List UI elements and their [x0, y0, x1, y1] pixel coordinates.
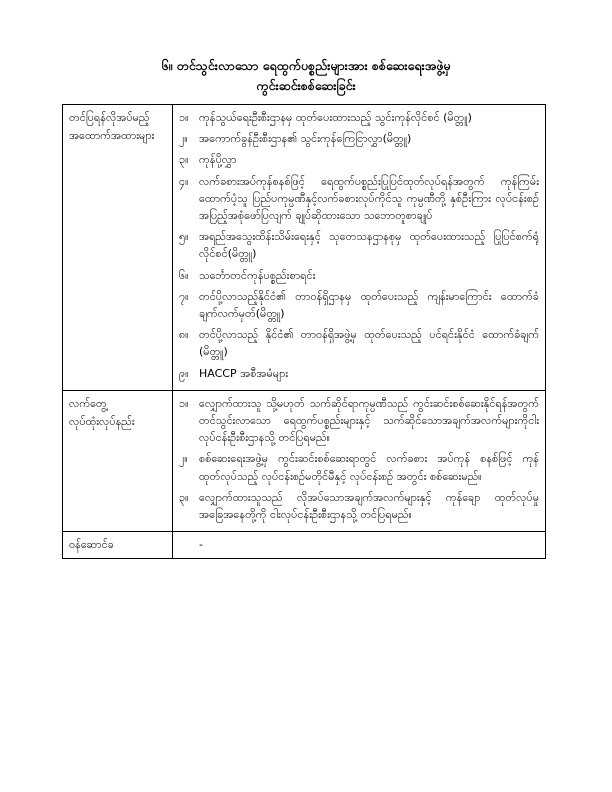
- list-item: [179, 228, 539, 262]
- list-item: [179, 130, 539, 147]
- list-item: [179, 151, 539, 168]
- item-text: စစ်ဆေးရေးအဖွဲ့မှ ကွင်းဆင်းစစ်ဆေးရာတွင် လက်ခစား အပ်ကုန် စနစ်ဖြင့် ကုန်ထုတ်လုပ်သည့် လုပ်ငန်းစဉ်မတိုင်မီနှင့် လုပ်ငန်းစဉ် အတွင်း စစ်ဆေးမည်။: [199, 452, 539, 483]
- list-item: [179, 395, 539, 447]
- item-text: တင်ပို့လာသည့် နိုင်ငံ၏ တာဝန်ရှိအဖွဲ့မှ ထုတ်ပေးသည့် ပင်ရင်းနိုင်ငံ ထောက်ခံချက် (မိတ္တူ): [199, 328, 539, 359]
- table-row-fee: [63, 532, 546, 559]
- list-item: [179, 267, 539, 284]
- title-line-2: ကွင်းဆင်းစစ်ဆေးခြင်း: [256, 78, 356, 93]
- item-number: ၁။: [179, 396, 189, 410]
- list-item: [179, 450, 539, 484]
- table-row-procedure: [63, 390, 546, 531]
- item-number: ၃။: [179, 490, 189, 504]
- item-text: ကုန်သွယ်ရေးဦးစီးဌာနမှ ထုတ်ပေးထားသည့် သွင်းကုန်လိုင်စင် (မိတ္တူ): [199, 111, 472, 124]
- list-item: [179, 173, 539, 225]
- table-row-documents: [63, 105, 546, 391]
- list-item: [179, 326, 539, 360]
- item-text: HACCP အစီအမံများ: [199, 366, 289, 380]
- item-text: အကောက်ခွန်ဦးစီးဌာန၏ သွင်းကုန်ကြေငြာလွှာ(မိတ္တူ): [199, 132, 412, 146]
- list-item: [179, 109, 539, 126]
- item-text: လျှောက်ထားသူ သို့မဟုတ် သက်ဆိုင်ရာကုမ္ပဏီသည် ကွင်းဆင်းစစ်ဆေးနိုင်ရန်အတွက် တင်သွင်းလာသော ရေထွက်ပစ္စည်းများနှင့် သက်ဆိုင်သောအချက်အလက်များကိုငါးလုပ်ငန်းဦးစီးဌာနသို့ တင်ပြရမည်။: [199, 396, 539, 445]
- list-item: [179, 365, 539, 382]
- list-item: [179, 288, 539, 322]
- item-text: သင်္ဘောတင်ကုန်ပစ္စည်းစာရင်း: [199, 268, 316, 282]
- item-number: ၄။: [179, 174, 189, 188]
- row-label-documents: တင်ပြရန်လိုအပ်မည့်အထောက်အထားများ: [63, 105, 173, 391]
- item-text: လက်ခစားအပ်ကုန်စနစ်ဖြင့် ရေထွက်ပစ္စည်းပြုပြင်ထုတ်လုပ်ရန်အတွက် ကုန်ကြမ်းထောက်ပံ့သူ ပြည်ပကုမ္ပဏီနှင့်လက်ခစားလုပ်ကိုင်သူ ကုမ္ပဏီတို့ နှစ်ဦးကြား လုပ်ငန်းစဉ် အပြည့်အစုံဖော်ပြလျက် ချုပ်ဆိုထားသော သဘောတူစာချုပ်: [199, 174, 539, 223]
- item-text: တင်ပို့လာသည့်နိုင်ငံ၏ တာဝန်ရှိဌာနမှ ထုတ်ပေးသည့် ကျန်းမာကြောင်း ထောက်ခံချက်လက်မှတ်(မိတ္တူ): [199, 289, 539, 321]
- item-number: ၁။: [179, 111, 189, 124]
- list-item: [179, 489, 539, 523]
- item-number: ၅။: [179, 230, 189, 244]
- item-text: အရည်အသွေးထိန်းသိမ်းရေးနှင့် သုတေသနဌာနစုမှ ထုတ်ပေးထားသည့် ပြုပြင်စက်ရုံလိုင်စင်(မိတ္တူ): [199, 230, 539, 261]
- row-content-fee: [173, 532, 546, 559]
- item-number: ၉။: [179, 366, 189, 380]
- item-number: ၇။: [179, 289, 189, 303]
- row-content-procedure: [173, 390, 546, 531]
- row-content-documents: [173, 105, 546, 391]
- item-number: ၈။: [179, 328, 189, 342]
- row-label-procedure: လက်တွေ့လုပ်ထုံးလုပ်နည်း: [63, 390, 173, 531]
- item-number: ၆။: [179, 268, 189, 282]
- documents-list: [179, 109, 539, 382]
- title-line-1: ၆။ တင်သွင်းလာသော ရေထွက်ပစ္စည်းများအား စစ်ဆေးရေးအဖွဲ့မှ: [161, 58, 451, 73]
- requirements-table: [62, 104, 546, 559]
- item-number: ၃။: [179, 153, 189, 167]
- item-text: လျှောက်ထားသူသည် လိုအပ်သောအချက်အလက်များနှင့် ကုန်ချော ထုတ်လုပ်မှုအခြေအနေတို့ကို ငါးလုပ်ငန်းဦးစီးဌာနသို့ တင်ပြရမည်။: [199, 490, 539, 522]
- fee-value: -: [199, 538, 203, 552]
- row-label-fee: ဝန်ဆောင်ခ: [63, 532, 173, 559]
- item-text: ကုန်ပို့လွှာ: [199, 153, 237, 167]
- item-number: ၂။: [179, 132, 188, 146]
- procedure-list: [179, 395, 539, 523]
- page-title: [60, 56, 552, 96]
- item-number: ၂။: [179, 452, 188, 466]
